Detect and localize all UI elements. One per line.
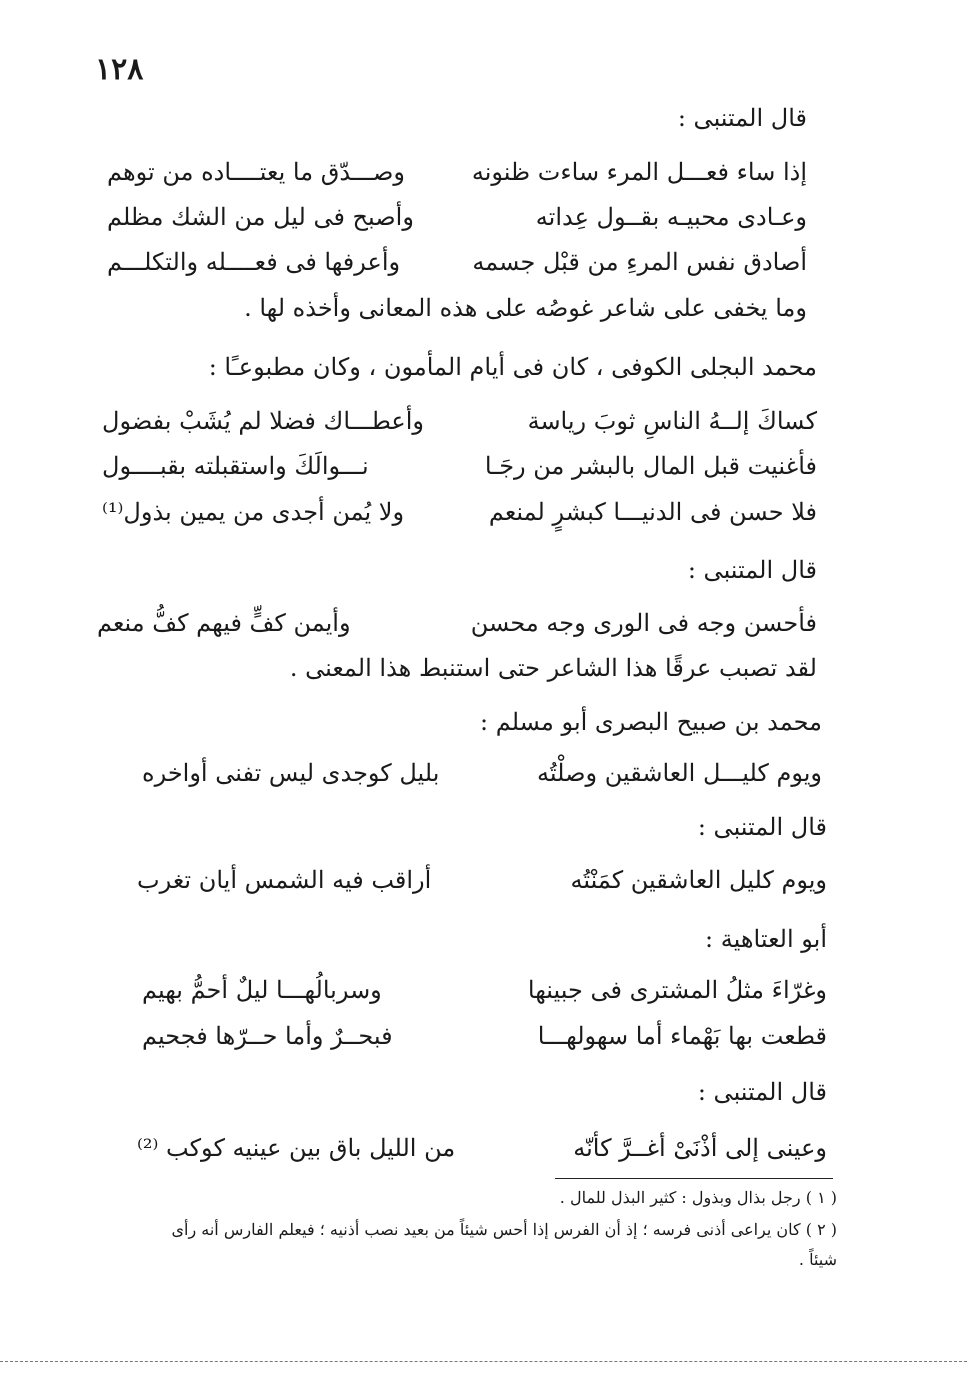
verse-line: [107, 203, 807, 243]
page-edge: [0, 1361, 967, 1362]
verse-first-hemistich: فلا حسن فى الدنيـــا كبشرٍ لمنعم: [488, 498, 817, 526]
commentary-text: لقد تصبب عرقًا هذا الشاعر حتى استنبط هذا المعنى .: [289, 654, 817, 682]
section-heading: أبو العتاهية :: [705, 925, 827, 953]
verse-line: [97, 609, 817, 649]
verse-line: [107, 248, 807, 288]
verse-second-hemistich: وأصبح فى ليل من الشك مظلم: [107, 203, 414, 231]
verse-first-hemistich: إذا ساء فعـــل المرء ساءت ظنونه: [471, 158, 807, 186]
verse-first-hemistich: فأغنيت قبل المال بالبشر من رجَـا: [484, 452, 817, 480]
section-heading: قال المتنبى :: [687, 556, 817, 584]
section-heading: محمد بن صبيح البصرى أبو مسلم :: [480, 708, 822, 736]
verse-first-hemistich: كساكَ إلــهُ الناسِ ثوبَ رياسة: [527, 407, 817, 435]
verse-first-hemistich: ويوم كليل العاشقين كمَنْتُه: [570, 866, 827, 894]
page-number: ١٢٨: [95, 52, 144, 87]
verse-second-hemistich: نـــوالَكَ واستقبلته بقبــــول: [102, 452, 369, 480]
verse-first-hemistich: قطعت بها بَهْماء أما سهولهـــا: [537, 1022, 827, 1050]
verse-second-hemistich: من الليل باق بين عينيه كوكب ⁽²⁾: [137, 1134, 456, 1162]
verse-line: [142, 976, 827, 1016]
verse-second-hemistich: أراقب فيه الشمس أيان تغرب: [137, 866, 432, 894]
verse-second-hemistich: وأيمن كفٍّ فيهم كفُّ منعم: [97, 609, 351, 637]
commentary-text: وما يخفى على شاعر غوصُه على هذه المعانى وأخذه لها .: [244, 294, 807, 322]
verse-line: [137, 866, 827, 906]
verse-second-hemistich: فبحــرٌ وأما حــرّها فجحيم: [142, 1022, 393, 1050]
verse-second-hemistich: بليل كوجدى ليس تفنى أواخره: [142, 759, 440, 787]
verse-line: [137, 1134, 827, 1174]
verse-line: [102, 407, 817, 447]
footnote: ( ١ ) رجل بذال وبذول : كثير البذل للمال .: [559, 1188, 837, 1207]
verse-line: [102, 498, 817, 538]
section-heading: قال المتنبى :: [677, 104, 807, 132]
verse-second-hemistich: ولا يُمن أجدى من يمين بذول⁽¹⁾: [102, 498, 405, 526]
verse-second-hemistich: وصـــدّق ما يعتــــاده من توهم: [107, 158, 405, 186]
verse-line: [107, 158, 807, 198]
verse-second-hemistich: وأعطـــاك فضلا لم يُشَبْ بفضول: [102, 407, 424, 435]
section-heading: قال المتنبى :: [697, 1078, 827, 1106]
verse-second-hemistich: وسربالُهـــا ليلٌ أحمُّ بهيم: [142, 976, 382, 1004]
section-heading: محمد البجلى الكوفى ، كان فى أيام المأمون ، وكان مطبوعـًا :: [208, 353, 817, 381]
verse-second-hemistich: وأعرفها فى فعــــله والتكلـــم: [107, 248, 401, 276]
verse-first-hemistich: أصادق نفس المرءِ من قبْل جسمه: [472, 248, 807, 276]
verse-line: [102, 452, 817, 492]
footnote-separator: [555, 1178, 833, 1179]
verse-line: [142, 759, 822, 799]
verse-first-hemistich: فأحسن وجه فى الورى وجه محسن: [470, 609, 817, 637]
verse-first-hemistich: وعـادى محبيـه بقــول عِداته: [535, 203, 807, 231]
footnote: ( ٢ ) كان يراعى أذنى فرسه ؛ إذ أن الفرس إذا أحس شيئاً من بعيد نصب أذنيه ؛ فيعلم الفارس أنه رأى: [171, 1220, 837, 1239]
verse-first-hemistich: ويوم كليـــل العاشقين وصلْتُه: [537, 759, 822, 787]
verse-line: [142, 1022, 827, 1062]
section-heading: قال المتنبى :: [697, 813, 827, 841]
verse-first-hemistich: وغرّاءَ مثلُ المشترى فى جبينها: [527, 976, 827, 1004]
footnote-continuation: شيئاً .: [798, 1250, 837, 1269]
verse-first-hemistich: وعينى إلى أذْنَىْ أغــرَّ كأنّه: [573, 1134, 827, 1162]
